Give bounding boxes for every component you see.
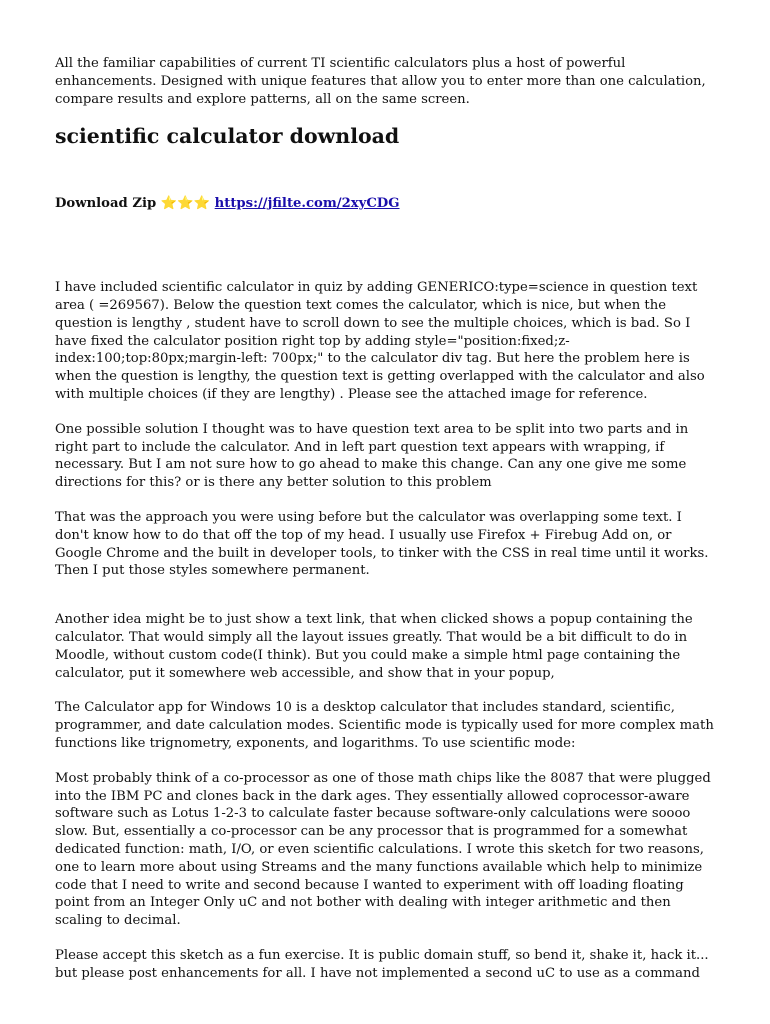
intro-paragraph: All the familiar capabilities of current TI scientific calculators plus a host of powerful enhancements. Designed with unique features that allow you to enter more than one calculation, compare results and explore patterns, all on the same screen. [55, 56, 706, 107]
download-link[interactable]: https://jfilte.com/2xyCDG [214, 196, 400, 212]
body-paragraph-3: That was the approach you were using before but the calculator was overlapping some text. I don't know how to do that off the top of my head. I usually use Firefox + Firebug Add on, or Google Chrome and the built in developer tools, to tinker with the CSS in real time until it works. Then I put those styles somewhere permanent. [55, 509, 709, 579]
body-paragraph-5: The Calculator app for Windows 10 is a desktop calculator that includes standard, scientific, programmer, and date calculation modes. Scientific mode is typically used for more complex math functions like trignometry, exponents, and logarithms. To use scientific mode: [55, 700, 714, 751]
body-paragraph-2: One possible solution I thought was to have question text area to be split into two parts and in right part to include the calculator. And in left part question text appears with wrapping, if necessary. But I am not sure how to go ahead to make this change. Can any one give me some directions for this? or is there any better solution to this problem [55, 421, 689, 491]
download-arrow-glyphs: ⭐⭐⭐ [160, 196, 211, 212]
body-paragraph-1: I have included scientific calculator in quiz by adding GENERICO:type=science in question text area ( =269567). Below the question text comes the calculator, which is nice, but when the question is lengthy , student have to scroll down to see the multiple choices, which is bad. So I have fixed the calculator position right top by adding style="position:fixed;z-index:100;top:80px;margin-left: 700px;" to the calculator div tag. But here the problem here is when the question is lengthy, the question text is getting overlapped with the calculator and also with multiple choices (if they are lengthy) . Please see the attached image for reference. [55, 280, 705, 402]
article [55, 55, 715, 999]
download-line [55, 195, 715, 213]
page-title: scientific calculator download [55, 124, 400, 149]
body-paragraph-4: Another idea might be to just show a text link, that when clicked shows a popup containing the calculator. That would simply all the layout issues greatly. That would be a bit difficult to do in Moodle, without custom code(I think). But you could make a simple html page containing the calculator, put it somewhere web accessible, and show that in your popup, [55, 612, 693, 681]
body-paragraph-6: Most probably think of a co-processor as one of those math chips like the 8087 that were plugged into the IBM PC and clones back in the dark ages. They essentially allowed coprocessor-aware software such as Lotus 1-2-3 to calculate faster because software-only calculations were soooo slow. But, essentially a co-processor can be any processor that is programmed for a somewhat dedicated function: math, I/O, or even scientific calculations. I wrote this sketch for two reasons, one to learn more about using Streams and the many functions available which help to minimize code that I need to write and second because I wanted to experiment with off loading floating point from an Integer Only uC and not bother with dealing with integer arithmetic and then scaling to decimal. [55, 770, 711, 929]
body-paragraph-7: Please accept this sketch as a fun exercise. It is public domain stuff, so bend it, shake it, hack it... but please post enhancements for all. I have not implemented a second uC to use as a command [55, 947, 709, 981]
download-label: Download Zip [55, 196, 157, 212]
